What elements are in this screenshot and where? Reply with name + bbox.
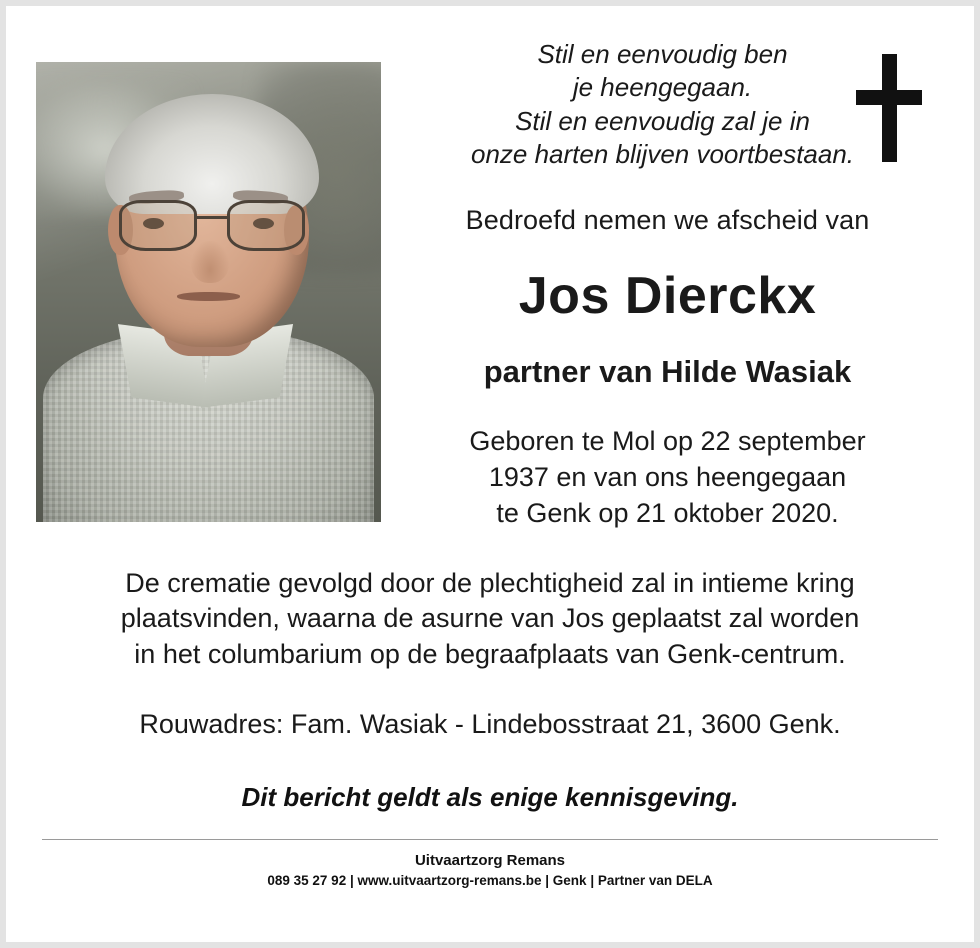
dates-line-1: Geboren te Mol op 22 september	[469, 426, 866, 457]
portrait-photo	[36, 62, 381, 522]
top-section	[36, 32, 944, 532]
single-notice-text: Dit bericht geldt als enige kennisgeving.	[241, 781, 739, 812]
poem-line-1: Stil en eenvoudig ben	[537, 39, 788, 69]
deceased-name: Jos Dierckx	[518, 267, 817, 326]
ceremony-line-3: in het columbarium op de begraafplaats van Genk-centrum.	[134, 639, 846, 670]
funeral-home-name: Uitvaartzorg Remans	[414, 851, 566, 869]
portrait-container	[36, 32, 381, 522]
photo-glasses-lens-left	[119, 200, 197, 251]
ceremony-line-1: De crematie gevolgd door de plechtigheid zal in intieme kring	[125, 567, 855, 598]
footer	[36, 852, 944, 888]
poem-line-2: je heengegaan.	[572, 72, 753, 103]
photo-shirt	[43, 329, 374, 522]
photo-glasses-bridge	[197, 216, 227, 219]
dates-line-3: te Genk op 21 oktober 2020.	[496, 497, 839, 528]
photo-glasses-lens-right	[227, 200, 305, 251]
funeral-home-contact: 089 35 27 92 | www.uitvaartzorg-remans.be | Genk | Partner van DELA	[267, 872, 713, 888]
dates-line-2: 1937 en van ons heengegaan	[488, 461, 847, 492]
cross-vertical-bar	[882, 54, 897, 162]
card-inner	[6, 6, 974, 942]
partner-line: partner van Hilde Wasiak	[483, 354, 852, 390]
cross-horizontal-bar	[856, 90, 922, 105]
ceremony-line-2: plaatsvinden, waarna de asurne van Jos geplaatst zal worden	[120, 603, 860, 634]
ceremony-details	[36, 566, 944, 673]
photo-nose	[191, 241, 229, 282]
footer-divider	[42, 839, 938, 840]
mourning-address: Rouwadres: Fam. Wasiak - Lindebosstraat 21, 3600 Genk.	[139, 708, 841, 739]
farewell-intro: Bedroefd nemen we afscheid van	[465, 205, 870, 236]
poem-line-4: onze harten blijven voortbestaan.	[470, 138, 855, 169]
photo-mouth	[177, 292, 239, 301]
birth-death-dates	[399, 424, 936, 532]
poem-line-3: Stil en eenvoudig zal je in	[515, 105, 810, 136]
cross-icon	[856, 54, 922, 162]
